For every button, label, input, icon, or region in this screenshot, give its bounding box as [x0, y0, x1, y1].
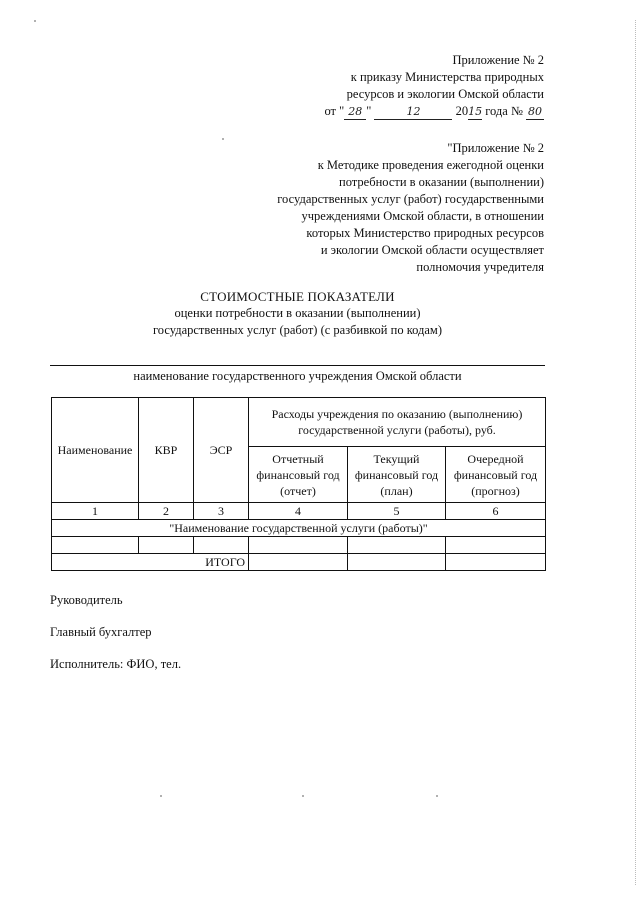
- scan-speck: [160, 795, 162, 797]
- column-number-row: [52, 503, 546, 520]
- methodology-line: учреждениями Омской области, в отношении: [301, 209, 544, 223]
- appendix-header: [324, 52, 544, 120]
- scan-speck: [34, 20, 36, 22]
- methodology-line: "Приложение № 2: [447, 141, 544, 155]
- total-label: ИТОГО: [52, 554, 249, 571]
- service-name-row: [52, 520, 546, 537]
- column-number: 1: [52, 503, 139, 520]
- scan-speck: [436, 795, 438, 797]
- header-expenses: Расходы учреждения по оказанию (выполнению) государственной услуги (работы), руб.: [249, 398, 546, 447]
- header-name: Наименование: [52, 398, 139, 503]
- cost-table: [51, 397, 546, 571]
- header-next-year: Очередной финансовый год (прогноз): [446, 447, 546, 503]
- order-number: 80: [528, 105, 542, 118]
- methodology-line: государственных услуг (работ) государственными: [277, 192, 544, 206]
- table-cell: [249, 537, 348, 554]
- methodology-line: полномочия учредителя: [416, 260, 544, 274]
- appendix-title: Приложение № 2: [452, 53, 544, 67]
- year-prefix: 20: [455, 104, 469, 118]
- appendix-line: ресурсов и экологии Омской области: [346, 87, 544, 101]
- year-suffix: 15: [468, 105, 483, 118]
- column-number: 6: [446, 503, 546, 520]
- scan-edge: [633, 20, 636, 885]
- total-cell: [249, 554, 348, 571]
- table-row: [52, 537, 546, 554]
- header-esr: ЭСР: [194, 398, 249, 503]
- methodology-line: и экологии Омской области осуществляет: [320, 243, 544, 257]
- date-day: 28: [344, 105, 366, 120]
- table-cell: [52, 537, 139, 554]
- appendix-line: к приказу Министерства природных: [350, 70, 544, 84]
- header-reporting-year: Отчетный финансовый год (отчет): [249, 447, 348, 503]
- methodology-line: потребности в оказании (выполнении): [339, 175, 544, 189]
- header-kvr: КВР: [139, 398, 194, 503]
- date-prefix: от ": [324, 104, 345, 118]
- total-cell: [348, 554, 446, 571]
- title-sub: государственных услуг (работ) (с разбивкой по кодам): [152, 323, 442, 337]
- org-name-caption: наименование государственного учреждения Омской области: [133, 369, 462, 383]
- title-main: СТОИМОСТНЫЕ ПОКАЗАТЕЛИ: [200, 289, 395, 304]
- column-number: 2: [139, 503, 194, 520]
- total-row: [52, 554, 546, 571]
- table-cell: [348, 537, 446, 554]
- service-name-cell: "Наименование государственной услуги (работы)": [52, 520, 546, 537]
- methodology-header: [277, 140, 544, 276]
- column-number: 3: [194, 503, 249, 520]
- scan-speck: [302, 795, 304, 797]
- signature-accountant: Главный бухгалтер: [50, 625, 152, 639]
- signature-head: Руководитель: [50, 593, 123, 607]
- table-header-row: [52, 398, 546, 447]
- org-name-field: [50, 365, 545, 366]
- title-sub: оценки потребности в оказании (выполнении): [174, 306, 421, 320]
- table-cell: [139, 537, 194, 554]
- document-title: [50, 288, 545, 339]
- signature-executor: Исполнитель: ФИО, тел.: [50, 657, 182, 671]
- column-number: 5: [348, 503, 446, 520]
- total-cell: [446, 554, 546, 571]
- header-current-year: Текущий финансовый год (план): [348, 447, 446, 503]
- table-cell: [194, 537, 249, 554]
- column-number: 4: [249, 503, 348, 520]
- date-month: 12: [374, 105, 452, 120]
- appendix-date-line: [324, 103, 544, 120]
- methodology-line: которых Министерство природных ресурсов: [306, 226, 544, 240]
- table-cell: [446, 537, 546, 554]
- date-quote: ": [366, 104, 372, 118]
- scan-speck: [222, 138, 224, 140]
- year-word: года №: [485, 104, 523, 118]
- methodology-line: к Методике проведения ежегодной оценки: [317, 158, 544, 172]
